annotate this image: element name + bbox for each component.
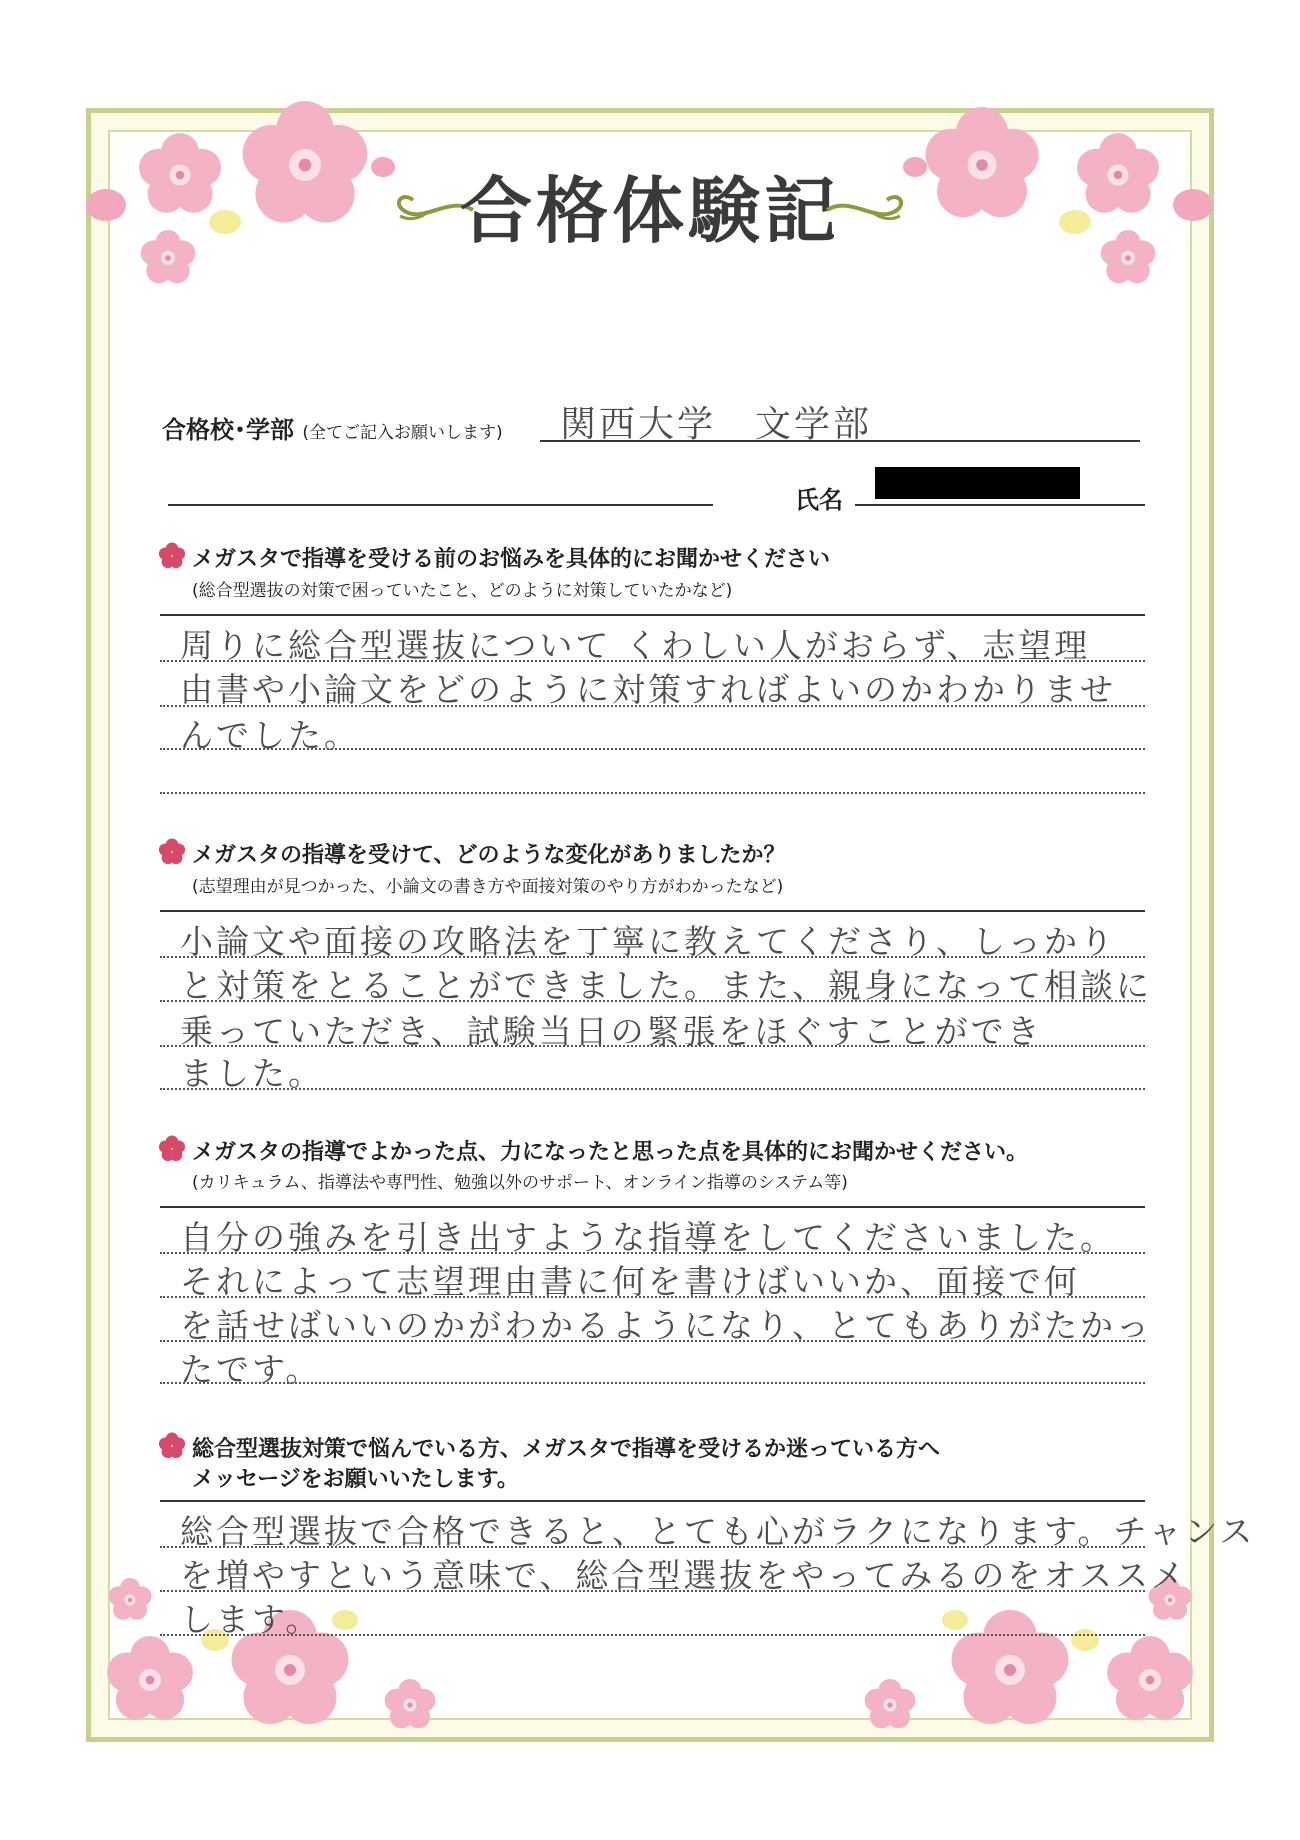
answer-2-line-1: 小論文や面接の攻略法を丁寧に教えてくださり、しっかり (180, 922, 1116, 961)
blossom-icon (925, 107, 1038, 217)
answer-2-rule (160, 1088, 1145, 1090)
school-note: (全てご記入お願いします) (302, 423, 503, 443)
answer-1-line-1: 周りに総合型選抜について くわしい人がおらず、志望理 (180, 626, 1091, 665)
blossom-icon (385, 1679, 436, 1728)
answer-2-line-4: ました。 (180, 1054, 324, 1093)
petal-icon (1071, 1629, 1099, 1651)
blossom-icon (141, 230, 196, 283)
answer-1-rule (160, 705, 1145, 707)
answer-3-rule (160, 1296, 1145, 1298)
petal-icon (86, 189, 126, 221)
page-title: 合格体験記 (459, 168, 840, 253)
blossom-icon (243, 101, 368, 223)
school-label-text: 合格校･学部 (162, 416, 294, 444)
answer-4-rule (160, 1634, 1145, 1636)
school-label (162, 410, 503, 445)
school-underline (540, 440, 1140, 442)
question-3-subtitle: (カリキュラム、指導法や専門性、勉強以外のサポート、オンライン指導のシステム等) (192, 1173, 848, 1193)
petal-icon (332, 1610, 358, 1630)
answer-4-line-1: 総合型選抜で合格できると、とても心がラクになります。チャンス (180, 1512, 1256, 1551)
question-2-subtitle: (志望理由が見つかった、小論文の書き方や面接対策のやり方がわかったなど) (192, 877, 784, 897)
answer-4-line-3: します。 (180, 1600, 322, 1639)
blossom-bullet-icon (158, 1135, 186, 1163)
blossom-icon (1077, 133, 1159, 213)
blossom-bullet-icon (158, 838, 186, 866)
petal-icon (209, 210, 241, 234)
question-4-title-line-2: メッセージをお願いいたします。 (192, 1467, 519, 1492)
name-underline (855, 504, 1145, 506)
school-value: 関西大学 文学部 (560, 404, 873, 445)
blossom-icon (109, 1578, 152, 1620)
petal-icon (942, 1610, 968, 1630)
answer-2-rule (160, 1045, 1145, 1047)
petal-icon (1059, 210, 1091, 234)
question-1-subtitle: (総合型選抜の対策で困っていたこと、どのように対策していたかなど) (192, 581, 733, 601)
question-2-title: メガスタの指導を受けて、どのような変化がありましたか？ (192, 843, 786, 868)
answer-2-rule (160, 956, 1145, 958)
answer-4-top-rule (160, 1500, 1145, 1502)
question-4-title: 総合型選抜対策で悩んでいる方、メガスタで指導を受けるか迷っている方へ (192, 1437, 941, 1462)
answer-1-line-2: 由書や小論文をどのように対策すればよいのかわかりませ (180, 670, 1116, 709)
question-3-title: メガスタの指導でよかった点、力になったと思った点を具体的にお聞かせください。 (192, 1140, 1029, 1165)
blossom-icon (139, 133, 221, 213)
answer-4-rule (160, 1590, 1145, 1592)
answer-3-line-1: 自分の強みを引き出すような指導をしてくださいました。 (180, 1218, 1116, 1257)
answer-2-top-rule (160, 910, 1145, 912)
blossom-icon (865, 1679, 916, 1728)
blossom-icon (107, 1636, 193, 1720)
answer-1-line-3: んでした。 (180, 716, 360, 755)
answer-3-line-4: たです。 (180, 1350, 322, 1389)
school-second-line (168, 504, 713, 506)
answer-2-line-2: と対策をとることができました。また、親身になって相談に (180, 966, 1152, 1005)
blossom-icon (1107, 1636, 1193, 1720)
right-swirl-icon (822, 190, 912, 230)
answer-3-line-3: を話せばいいのかがわかるようになり、とてもありがたかっ (180, 1306, 1152, 1345)
blossom-icon (952, 1610, 1069, 1724)
name-label: 氏名 (795, 486, 843, 514)
answer-3-top-rule (160, 1206, 1145, 1208)
answer-3-line-2: それによって志望理由書に何を書けばいいか、面接で何 (180, 1262, 1080, 1301)
blossom-bullet-icon (158, 542, 186, 570)
answer-1-top-rule (160, 614, 1145, 616)
answer-1-rule (160, 660, 1145, 662)
redacted-name (875, 467, 1080, 499)
answer-4-rule (160, 1546, 1145, 1548)
answer-3-rule (160, 1340, 1145, 1342)
blossom-bullet-icon (158, 1432, 186, 1460)
answer-2-rule (160, 1000, 1145, 1002)
answer-2-line-3: 乗っていただき、試験当日の緊張をほぐすことができ (180, 1012, 1043, 1051)
blossom-icon (1101, 230, 1156, 283)
answer-4-line-2: を増やすという意味で、総合型選抜をやってみるのをオススメ (180, 1556, 1188, 1595)
answer-1-rule (160, 792, 1145, 794)
question-1-title: メガスタで指導を受ける前のお悩みを具体的にお聞かせください (192, 547, 831, 572)
petal-icon (1173, 189, 1213, 221)
answer-3-rule (160, 1252, 1145, 1254)
answer-3-rule (160, 1382, 1145, 1384)
answer-1-rule (160, 748, 1145, 750)
